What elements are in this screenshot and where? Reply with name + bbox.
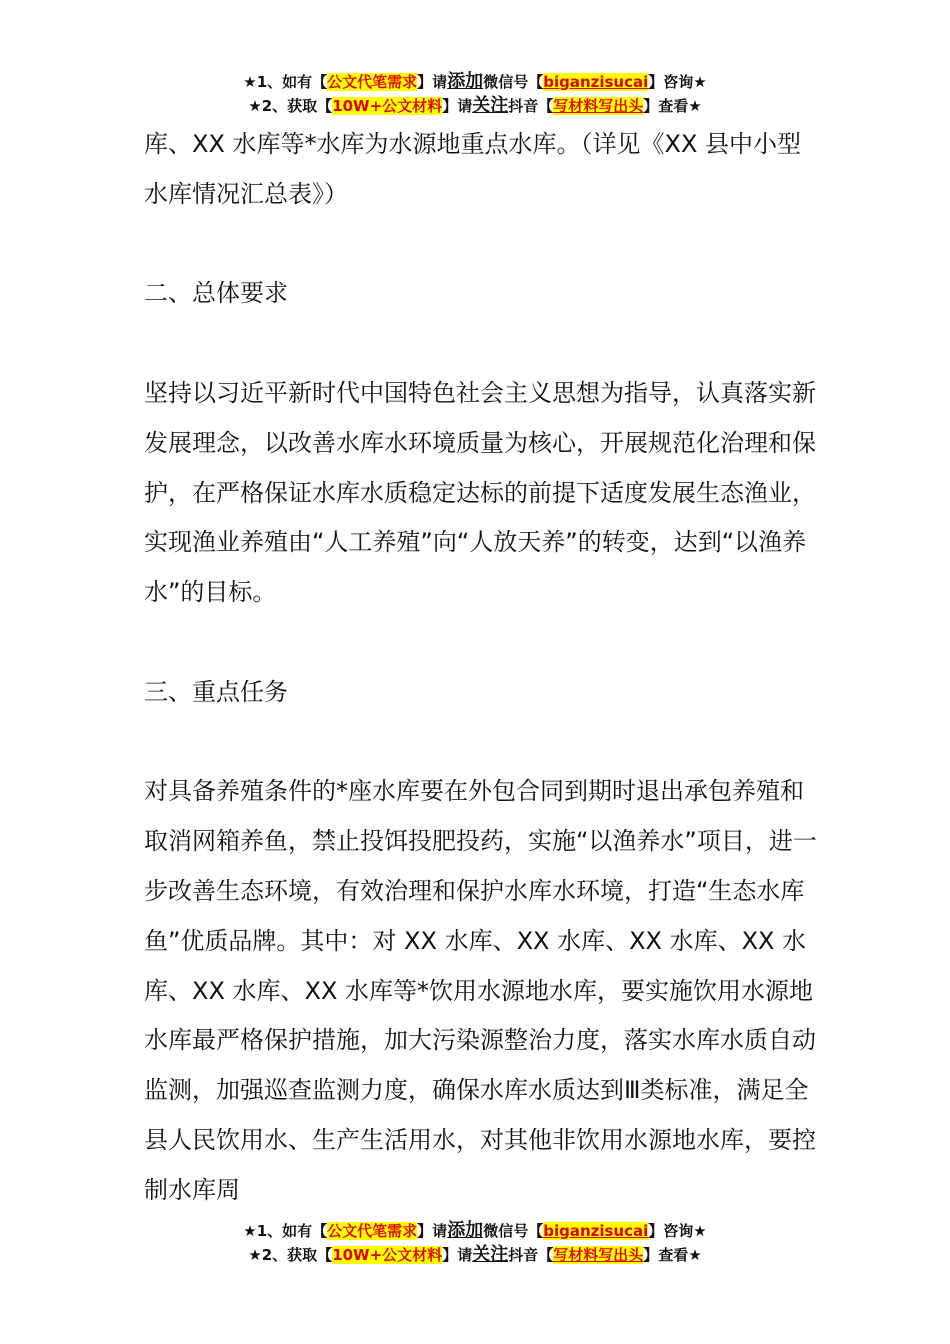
banner-emphasis: 添加 — [447, 71, 484, 92]
banner-text: ★1、如有【 — [243, 73, 328, 91]
footer-banner — [0, 1219, 950, 1267]
banner-text: 】请 — [442, 1246, 473, 1264]
banner-text: 】查看★ — [643, 97, 702, 115]
banner-text: ★1、如有【 — [243, 1222, 328, 1240]
banner-text: 抖音【 — [508, 1246, 554, 1264]
paragraph: 库、XX 水库等*水库为水源地重点水库。（详见《XX 县中小型水库情况汇总表》） — [144, 130, 802, 208]
section-heading: 二、总体要求 — [144, 279, 288, 308]
banner-text: 】请 — [417, 73, 448, 91]
banner-text: 】请 — [442, 97, 473, 115]
header-banner — [0, 70, 950, 118]
douyin-id: 写材料写出头 — [553, 1246, 644, 1264]
banner-line-2 — [0, 1243, 950, 1267]
banner-text: 】请 — [417, 1222, 448, 1240]
banner-text: 抖音【 — [508, 97, 554, 115]
banner-text: 】咨询★ — [648, 1222, 707, 1240]
wechat-id: biganzisucai — [543, 73, 649, 91]
banner-text: ★2、获取【 — [248, 1246, 333, 1264]
banner-emphasis: 关注 — [472, 1244, 509, 1265]
paragraph: 坚持以习近平新时代中国特色社会主义思想为指导，认真落实新发展理念，以改善水库水环境质量为核心，开展规范化治理和保护，在严格保证水库水质稳定达标的前提下适度发展生态渔业，实现渔业养殖由“人工养殖”向“人放天养”的转变，达到“以渔养水”的目标。 — [144, 378, 816, 607]
document-body — [144, 120, 824, 1204]
banner-text: 】咨询★ — [648, 73, 707, 91]
banner-highlight: 10W+公文材料 — [332, 1246, 443, 1264]
paragraph: 对具备养殖条件的*座水库要在外包合同到期时退出承包养殖和取消网箱养鱼，禁止投饵投肥投药，实施“以渔养水”项目，进一步改善生态环境，有效治理和保护水库水环境，打造“生态水库鱼”优质品牌。其中：对 XX 水库、XX 水库、XX 水库、XX 水库、XX 水库、XX 水库等*饮用水源地水库，要实施饮用水源地水库最严格保护措施，加大污染源整治力度，落实水库水质自动监测，加强巡查监测力度，确保水库水质达到Ⅲ类标准，满足全县人民饮用水、生产生活用水，对其他非饮用水源地水库，要控制水库周 — [144, 777, 817, 1204]
banner-text: 微信号【 — [483, 73, 544, 91]
banner-line-2 — [0, 94, 950, 118]
banner-text: 微信号【 — [483, 1222, 544, 1240]
wechat-id: biganzisucai — [543, 1222, 649, 1240]
banner-line-1 — [0, 1219, 950, 1243]
banner-line-1 — [0, 70, 950, 94]
banner-highlight: 公文代笔需求 — [327, 1222, 418, 1240]
section-heading: 三、重点任务 — [144, 677, 288, 706]
banner-highlight: 10W+公文材料 — [332, 97, 443, 115]
banner-highlight: 公文代笔需求 — [327, 73, 418, 91]
banner-emphasis: 关注 — [472, 95, 509, 116]
banner-text: 】查看★ — [643, 1246, 702, 1264]
douyin-id: 写材料写出头 — [553, 97, 644, 115]
banner-emphasis: 添加 — [447, 1220, 484, 1241]
banner-text: ★2、获取【 — [248, 97, 333, 115]
